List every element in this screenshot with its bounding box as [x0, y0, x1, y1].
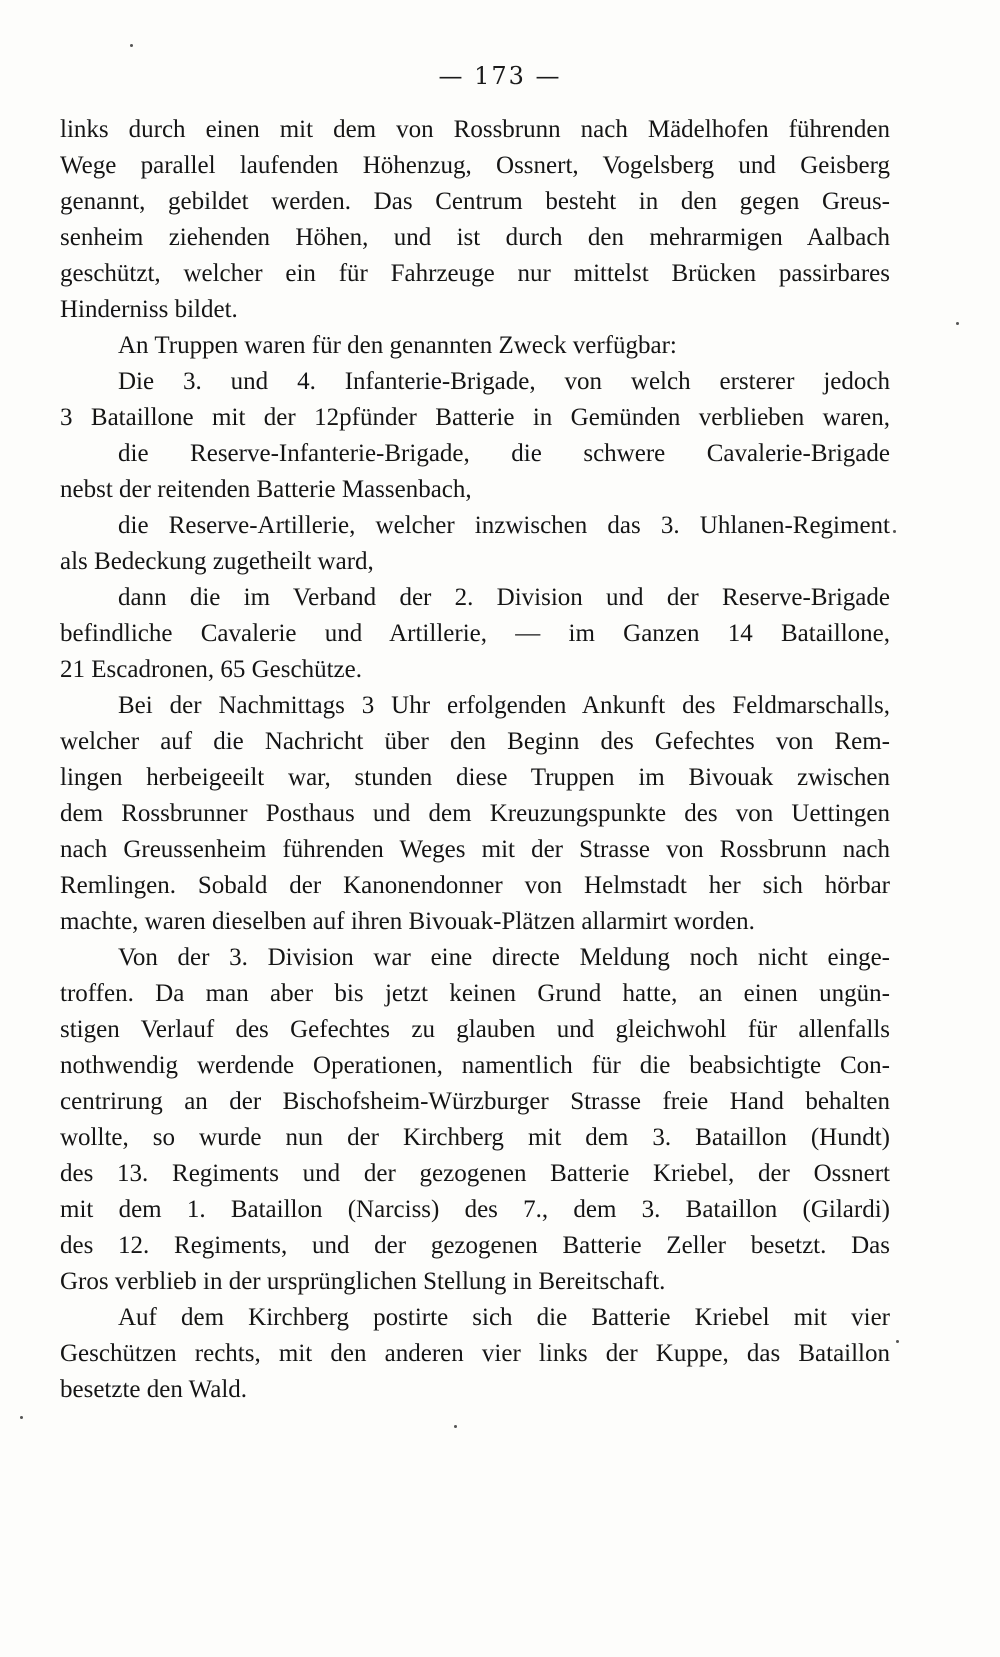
text-line: Auf dem Kirchberg postirte sich die Batterie Kriebel mit vier: [118, 1304, 890, 1331]
text-line: machte, waren dieselben auf ihren Bivouak-Plätzen allarmirt worden.: [60, 908, 755, 935]
text-line: An Truppen waren für den genannten Zweck verfügbar:: [118, 332, 677, 359]
text-line: Von der 3. Division war eine directe Meldung noch nicht einge-: [118, 944, 890, 971]
text-line: Geschützen rechts, mit den anderen vier links der Kuppe, das Bataillon: [60, 1340, 890, 1367]
text-line: lingen herbeigeeilt war, stunden diese Truppen im Bivouak zwischen: [60, 764, 890, 791]
text-line: Wege parallel laufenden Höhenzug, Ossnert, Vogelsberg und Geisberg: [60, 152, 890, 179]
scan-speck: [20, 1416, 23, 1419]
scan-speck: [896, 1340, 899, 1343]
text-line: die Reserve-Artillerie, welcher inzwischen das 3. Uhlanen-Regiment: [118, 512, 890, 539]
scan-speck: [130, 44, 133, 47]
text-line: dann die im Verband der 2. Division und der Reserve-Brigade: [118, 584, 890, 611]
text-line: die Reserve-Infanterie-Brigade, die schwere Cavalerie-Brigade: [118, 440, 890, 467]
text-line: senheim ziehenden Höhen, und ist durch den mehrarmigen Aalbach: [60, 224, 890, 251]
text-line: stigen Verlauf des Gefechtes zu glauben und gleichwohl für allenfalls: [60, 1016, 890, 1043]
text-line: mit dem 1. Bataillon (Narciss) des 7., dem 3. Bataillon (Gilardi): [60, 1196, 890, 1223]
text-line: nach Greussenheim führenden Weges mit der Strasse von Rossbrunn nach: [60, 836, 890, 863]
body-text: [60, 112, 890, 1408]
text-line: links durch einen mit dem von Rossbrunn nach Mädelhofen führenden: [60, 116, 890, 143]
text-line: dem Rossbrunner Posthaus und dem Kreuzungspunkte des von Uettingen: [60, 800, 890, 827]
text-line: welcher auf die Nachricht über den Beginn des Gefechtes von Rem-: [60, 728, 890, 755]
text-line: troffen. Da man aber bis jetzt keinen Grund hatte, an einen ungün-: [60, 980, 890, 1007]
text-line: Hinderniss bildet.: [60, 296, 238, 323]
text-line: centrirung an der Bischofsheim-Würzburger Strasse freie Hand behalten: [60, 1088, 890, 1115]
text-line: nothwendig werdende Operationen, namentlich für die beabsichtigte Con-: [60, 1052, 890, 1079]
text-line: genannt, gebildet werden. Das Centrum besteht in den gegen Greus-: [60, 188, 890, 215]
text-line: Remlingen. Sobald der Kanonendonner von Helmstadt her sich hörbar: [60, 872, 890, 899]
scan-speck: [956, 322, 959, 325]
text-line: als Bedeckung zugetheilt ward,: [60, 548, 374, 575]
page-number: — 173 —: [438, 62, 562, 90]
text-line: besetzte den Wald.: [60, 1376, 248, 1403]
text-line: Gros verblieb in der ursprünglichen Stellung in Bereitschaft.: [60, 1268, 666, 1295]
text-line: befindliche Cavalerie und Artillerie, — im Ganzen 14 Bataillone,: [60, 620, 890, 647]
scan-speck: [893, 530, 896, 533]
text-line: Die 3. und 4. Infanterie-Brigade, von welch ersterer jedoch: [118, 368, 890, 395]
text-line: geschützt, welcher ein für Fahrzeuge nur mittelst Brücken passirbares: [60, 260, 890, 287]
text-line: 3 Bataillone mit der 12pfünder Batterie in Gemünden verblieben waren,: [60, 404, 890, 431]
text-line: nebst der reitenden Batterie Massenbach,: [60, 476, 472, 503]
text-line: Bei der Nachmittags 3 Uhr erfolgenden Ankunft des Feldmarschalls,: [118, 692, 890, 719]
scan-speck: [454, 1425, 457, 1428]
text-line: des 13. Regiments und der gezogenen Batterie Kriebel, der Ossnert: [60, 1160, 890, 1187]
text-line: wollte, so wurde nun der Kirchberg mit dem 3. Bataillon (Hundt): [60, 1124, 890, 1151]
text-line: 21 Escadronen, 65 Geschütze.: [60, 656, 362, 683]
text-line: des 12. Regiments, und der gezogenen Batterie Zeller besetzt. Das: [60, 1232, 890, 1259]
